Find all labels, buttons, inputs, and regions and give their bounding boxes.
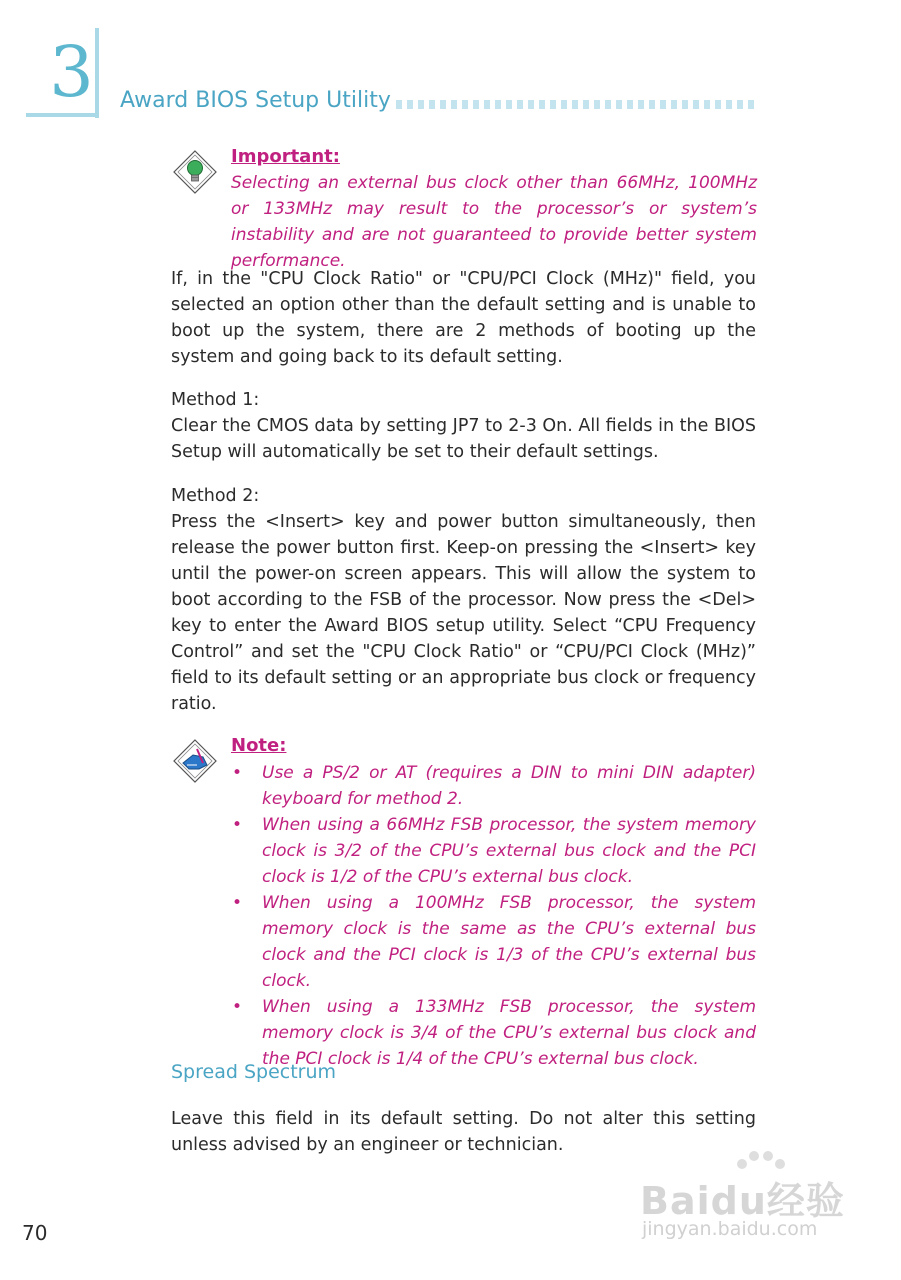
list-item: • When using a 66MHz FSB processor, the system memory clock is 3/2 of the CPU’s external bus clock and the PCI clock is 1/2 of the CPU’s external bus clock. (230, 812, 756, 890)
bullet-icon: • (232, 815, 243, 835)
bullet-icon: • (232, 763, 243, 783)
watermark (640, 1148, 850, 1248)
list-item: • When using a 100MHz FSB processor, the system memory clock is the same as the CPU’s external bus clock and the PCI clock is 1/3 of the CPU’s external bus clock. (230, 890, 756, 994)
pen-hand-icon (173, 739, 217, 783)
list-item: • Use a PS/2 or AT (requires a DIN to mini DIN adapter) keyboard for method 2. (230, 760, 756, 812)
bullet-icon: • (232, 893, 243, 913)
chapter-divider-vertical (95, 28, 99, 118)
method-2-label: Method 2: (171, 486, 260, 506)
bullet-icon: • (232, 997, 243, 1017)
page-number: 70 (22, 1221, 48, 1245)
watermark-url: jingyan.baidu.com (642, 1218, 818, 1240)
important-text: Selecting an external bus clock other than 66MHz, 100MHz or 133MHz may result to the processor’s or system’s instability and are not guaranteed to provide better system performance. (231, 173, 757, 271)
watermark-logo: Baidu经验 (640, 1179, 845, 1223)
chapter-number: 3 (49, 31, 94, 113)
method-1-block (171, 387, 756, 465)
method-1-label: Method 1: (171, 390, 260, 410)
spread-spectrum-text: Leave this field in its default setting. Do not alter this setting unless advised by an engineer or technician. (171, 1109, 756, 1155)
method-1-text: Clear the CMOS data by setting JP7 to 2-3 On. All fields in the BIOS Setup will automatically be set to their default settings. (171, 416, 756, 462)
page-title: Award BIOS Setup Utility (120, 88, 391, 113)
list-item: • When using a 133MHz FSB processor, the system memory clock is 3/4 of the CPU’s external bus clock and the PCI clock is 1/4 of the CPU’s external bus clock. (230, 994, 756, 1072)
header-dotted-rule (396, 100, 756, 109)
note-list (230, 760, 756, 1072)
note-title: Note: (231, 735, 287, 756)
lightbulb-icon (173, 150, 217, 194)
method-2-block (171, 483, 756, 717)
chapter-marker (26, 28, 99, 118)
method-2-text: Press the <Insert> key and power button simultaneously, then release the power button first. Keep-on pressing the <Insert> key until the power-on screen appears. This will allow the system to boot according to the FSB of the processor. Now press the <Del> key to enter the Award BIOS setup utility. Select “CPU Frequency Control” and set the "CPU Clock Ratio" or “CPU/PCI Clock (MHz)” field to its default setting or an appropriate bus clock or frequency ratio. (171, 512, 756, 714)
section-heading-spread-spectrum: Spread Spectrum (171, 1061, 337, 1083)
intro-paragraph: If, in the "CPU Clock Ratio" or "CPU/PCI Clock (MHz)" field, you selected an option other than the default setting and is unable to boot up the system, there are 2 methods of booting up the system and going back to its default setting. (171, 269, 756, 367)
important-title: Important: (231, 146, 340, 167)
chapter-divider-horizontal (26, 113, 99, 117)
